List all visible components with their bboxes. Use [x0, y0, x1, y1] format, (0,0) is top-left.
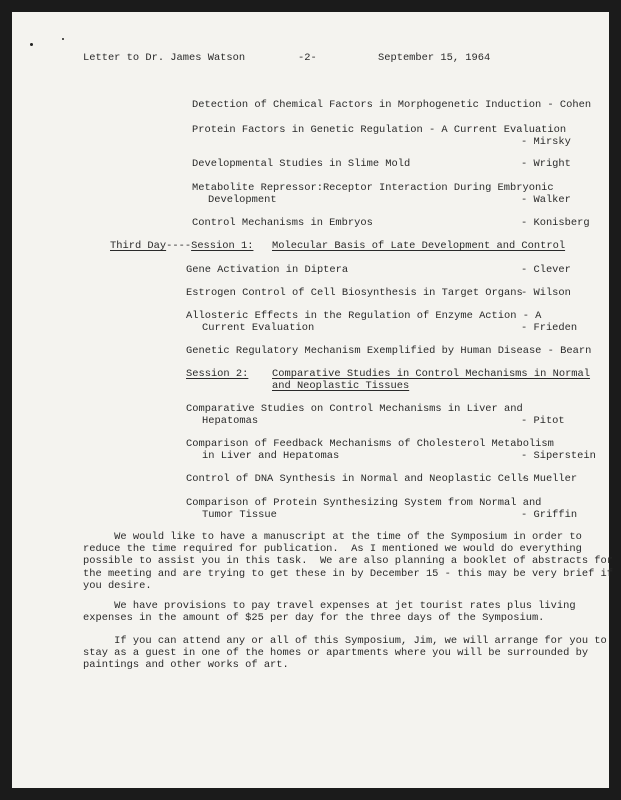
speaker-frieden: - Frieden — [521, 322, 578, 334]
speaker-mueller: - Mueller — [521, 473, 578, 485]
paragraph-accommodation: If you can attend any or all of this Symposium, Jim, we will arrange for you to stay as a guest in one of the homes or apartments where you will be surrounded by paintings and other works of art. — [83, 635, 607, 672]
paragraph-manuscript: We would like to have a manuscript at the time of the Symposium in order to reduce the time required for publication. As I mentioned we would do everything possible to assist you in this task. We are also planning a booklet of abstracts for the meeting and are trying to get these in by December 15 - this may be very brief if you desire. — [83, 531, 614, 592]
speaker-siperstein: - Siperstein — [521, 450, 596, 462]
item-frieden-line2: Current Evaluation — [202, 322, 315, 334]
third-day-dashes: ---- — [166, 240, 192, 252]
third-day-heading — [110, 240, 253, 253]
speaker-mirsky: - Mirsky — [521, 136, 571, 148]
item-wright: Developmental Studies in Slime Mold — [192, 158, 411, 170]
speaker-griffin: - Griffin — [521, 509, 578, 521]
speaker-walker: - Walker — [521, 194, 571, 206]
item-walker: Metabolite Repressor:Receptor Interaction During Embryonic — [192, 182, 554, 194]
session-2-title-line2: and Neoplastic Tissues — [272, 380, 410, 392]
item-mueller: Control of DNA Synthesis in Normal and Neoplastic Cells — [186, 473, 529, 485]
speaker-wright: - Wright — [521, 158, 571, 170]
speaker-wilson: - Wilson — [521, 287, 571, 299]
item-mirsky: Protein Factors in Genetic Regulation - A Current Evaluation — [192, 124, 567, 136]
session-2-title: Comparative Studies in Control Mechanisms in Normal — [272, 368, 591, 380]
item-griffin-line2: Tumor Tissue — [202, 509, 277, 521]
letter-page — [12, 12, 614, 788]
item-siperstein-line2: in Liver and Hepatomas — [202, 450, 340, 462]
header-date: September 15, 1964 — [378, 52, 491, 64]
item-konisberg: Control Mechanisms in Embryos — [192, 217, 373, 229]
header-recipient: Letter to Dr. James Watson — [83, 52, 246, 64]
item-pitot-line2: Hepatomas — [202, 415, 259, 427]
third-day-label: Third Day — [110, 240, 167, 252]
paragraph-travel-expenses: We have provisions to pay travel expenses at jet tourist rates plus living expenses in the amount of $25 per day for the three days of the Symposium. — [83, 600, 576, 625]
header-page-number: -2- — [298, 52, 317, 64]
session-2-label: Session 2: — [186, 368, 249, 380]
ink-mark — [30, 43, 33, 46]
item-pitot: Comparative Studies on Control Mechanisms in Liver and — [186, 403, 523, 415]
speaker-clever: - Clever — [521, 264, 571, 276]
item-wilson: Estrogen Control of Cell Biosynthesis in Target Organs — [186, 287, 523, 299]
item-frieden: Allosteric Effects in the Regulation of Enzyme Action - A — [186, 310, 542, 322]
item-griffin: Comparison of Protein Synthesizing System from Normal and — [186, 497, 542, 509]
item-siperstein: Comparison of Feedback Mechanisms of Cholesterol Metabolism — [186, 438, 554, 450]
session-1-label: Session 1: — [191, 240, 254, 252]
ink-mark-small — [62, 38, 64, 40]
speaker-konisberg: - Konisberg — [521, 217, 590, 229]
item-clever: Gene Activation in Diptera — [186, 264, 349, 276]
item-cohen: Detection of Chemical Factors in Morphogenetic Induction - Cohen — [192, 99, 592, 111]
speaker-pitot: - Pitot — [521, 415, 565, 427]
item-walker-line2: Development — [208, 194, 277, 206]
session-1-title: Molecular Basis of Late Development and Control — [272, 240, 566, 252]
item-bearn: Genetic Regulatory Mechanism Exemplified by Human Disease - Bearn — [186, 345, 592, 357]
